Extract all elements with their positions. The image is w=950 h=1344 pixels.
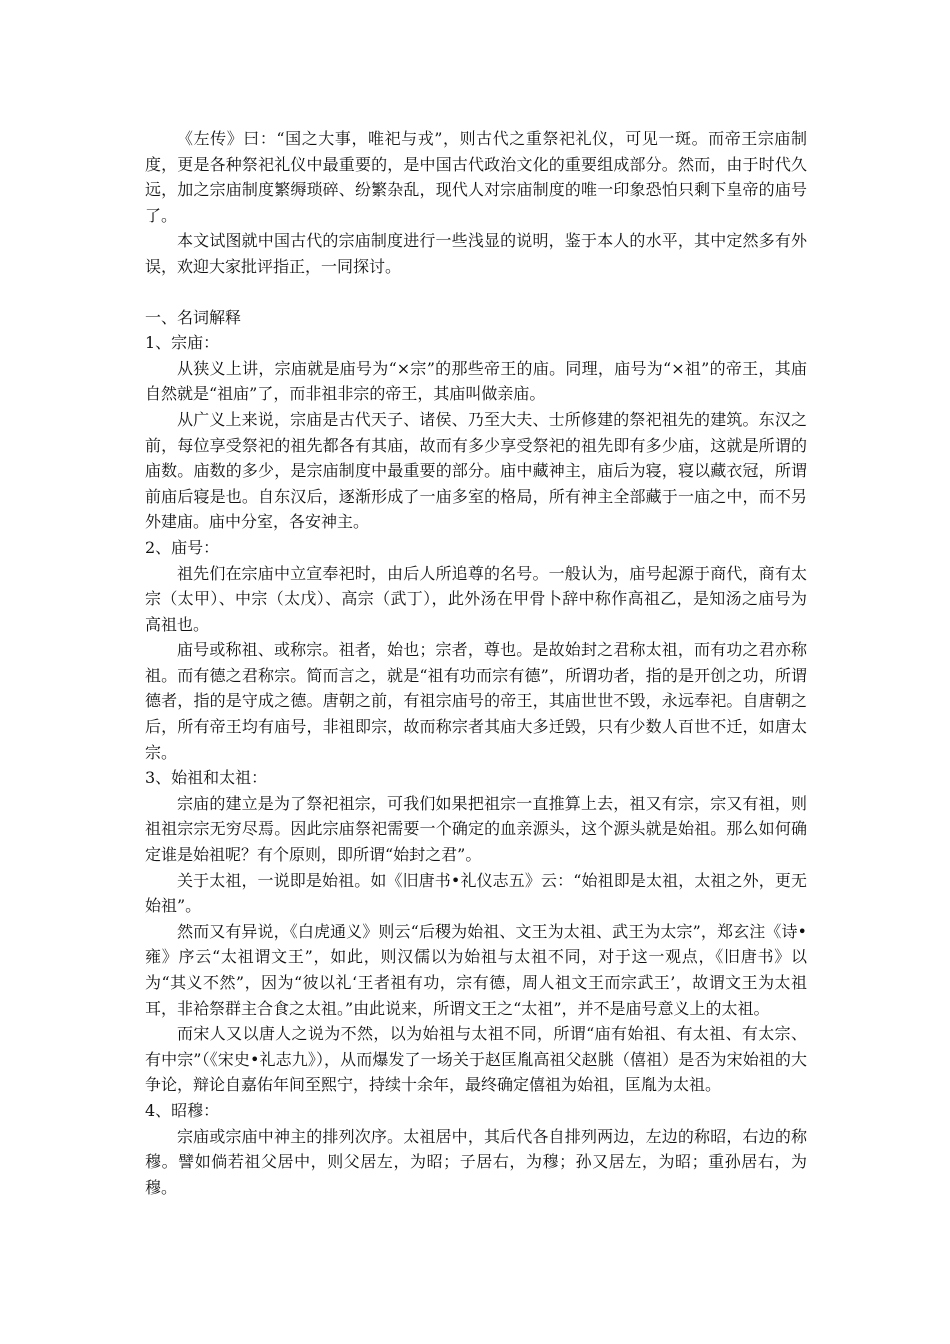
term-paragraph: 宗庙或宗庙中神主的排列次序。太祖居中，其后代各自排列两边，左边的称昭，右边的称穆。譬如倘若祖父居中，则父居左，为昭；子居右，为穆；孙又居左，为昭；重孙居右，为穆。 <box>145 1126 807 1197</box>
term-paragraph: 从狭义上讲，宗庙就是庙号为“×宗”的那些帝王的庙。同理，庙号为“×祖”的帝王，其庙自然就是“祖庙”了，而非祖非宗的帝王，其庙叫做亲庙。 <box>145 358 807 404</box>
document-body <box>145 126 807 1200</box>
term-heading-shizu-taizu: 3、始祖和太祖： <box>145 768 268 788</box>
term-heading-miaohao: 2、庙号： <box>145 537 220 557</box>
term-heading-zhaomu: 4、昭穆： <box>145 1100 220 1120</box>
term-paragraph: 宗庙的建立是为了祭祀祖宗，可我们如果把祖宗一直推算上去，祖又有宗，宗又有祖，则祖祖宗宗无穷尽焉。因此宗庙祭祀需要一个确定的血亲源头，这个源头就是始祖。那么如何确定谁是始祖呢？有个原则，即所谓“始封之君”。 <box>145 793 807 865</box>
term-paragraph: 而宋人又以唐人之说为不然，以为始祖与太祖不同，所谓“庙有始祖、有太祖、有太宗、有中宗”（《宋史•礼志九》），从而爆发了一场关于赵匡胤高祖父赵朓（僖祖）是否为宋始祖的大争论，辩论自嘉佑年间至熙宁，持续十余年，最终确定僖祖为始祖，匡胤为太祖。 <box>145 1024 807 1095</box>
term-paragraph: 祖先们在宗庙中立宣奉祀时，由后人所追尊的名号。一般认为，庙号起源于商代，商有太宗（太甲）、中宗（太戊）、高宗（武丁），此外汤在甲骨卜辞中称作高祖乙，是知汤之庙号为高祖也。 <box>145 563 807 634</box>
paragraph-spacer <box>145 280 807 305</box>
intro-paragraph-2: 本文试图就中国古代的宗庙制度进行一些浅显的说明，鉴于本人的水平，其中定然多有外误，欢迎大家批评指正，一同探讨。 <box>145 231 807 276</box>
term-paragraph: 关于太祖，一说即是始祖。如《旧唐书•礼仪志五》云：“始祖即是太祖，太祖之外，更无始祖”。 <box>145 870 807 916</box>
term-paragraph: 从广义上来说，宗庙是古代天子、诸侯、乃至大夫、士所修建的祭祀祖先的建筑。东汉之前，每位享受祭祀的祖先都各有其庙，故而有多少享受祭祀的祖先即有多少庙，这就是所谓的庙数。庙数的多少，是宗庙制度中最重要的部分。庙中藏神主，庙后为寝，寝以藏衣冠，所谓前庙后寝是也。自东汉后，逐渐形成了一庙多室的格局，所有神主全部藏于一庙之中，而不另外建庙。庙中分室，各安神主。 <box>145 409 807 532</box>
intro-paragraph-1: 《左传》曰：“国之大事，唯祀与戎”，则古代之重祭祀礼仪，可见一斑。而帝王宗庙制度，更是各种祭祀礼仪中最重要的，是中国古代政治文化的重要组成部分。然而，由于时代久远，加之宗庙制度繁缛琐碎、纷繁杂乱，现代人对宗庙制度的唯一印象恐怕只剩下皇帝的庙号了。 <box>145 129 807 225</box>
term-paragraph: 然而又有异说，《白虎通义》则云“后稷为始祖、文王为太祖、武王为太宗”，郑玄注《诗•雍》序云“太祖谓文王”，如此，则汉儒以为始祖与太祖不同，对于这一观点，《旧唐书》以为“其义不然”，因为“彼以礼‘王者祖有功，宗有德，周人祖文王而宗武王’，故谓文王为太祖耳，非袷祭群主合食之太祖。”由此说来，所谓文王之“太祖”，并不是庙号意义上的太祖。 <box>145 921 807 1018</box>
term-heading-zongmiao: 1、宗庙： <box>145 333 220 353</box>
term-paragraph: 庙号或称祖、或称宗。祖者，始也；宗者，尊也。是故始封之君称太祖，而有功之君亦称祖。而有德之君称宗。简而言之，就是“祖有功而宗有德”，所谓功者，指的是开创之功，所谓德者，指的是守成之德。唐朝之前，有祖宗庙号的帝王，其庙世世不毁，永远奉祀。自唐朝之后，所有帝王均有庙号，非祖即宗，故而称宗者其庙大多迁毁，只有少数人百世不迁，如唐太宗。 <box>145 640 807 762</box>
section-title: 一、名词解释 <box>145 307 242 327</box>
